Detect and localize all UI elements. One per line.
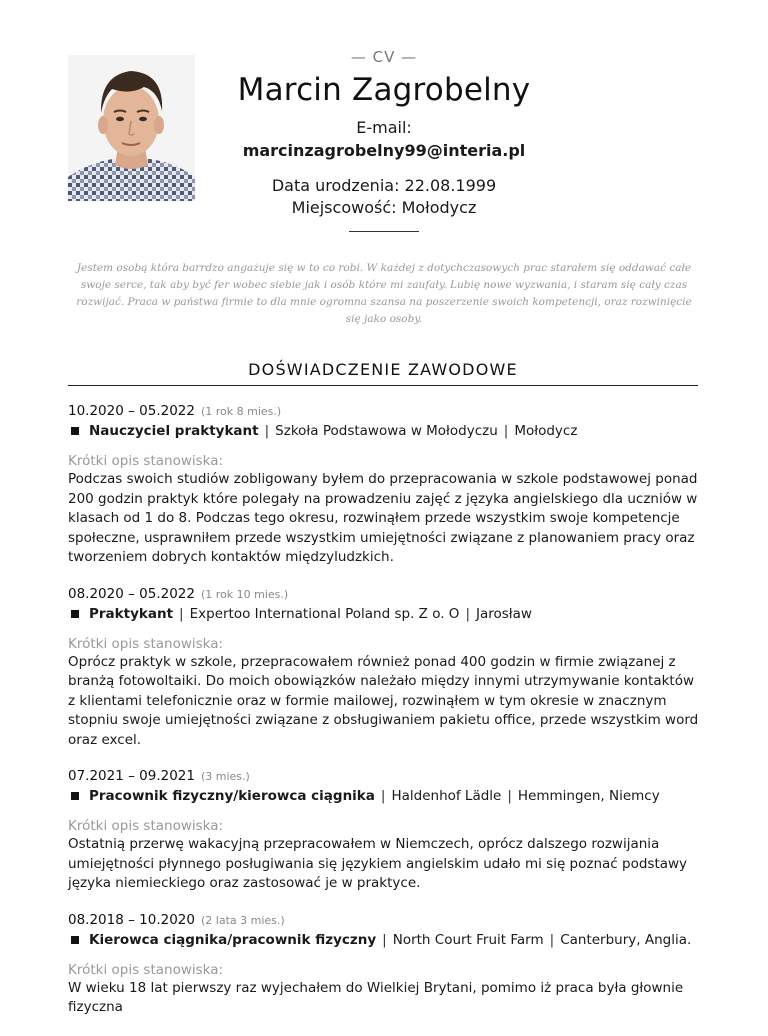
- job-description: Podczas swoich studiów zobligowany byłem do przepracowania w szkole podstawowej ponad 200 godzin praktyk które polegały na prowadzeniu zajęć z języka angielskiego dla uczniów w klasach od 1 do 8. Podczas tego okresu, rozwinąłem przede wszystkim swoje kompetencje społeczne, usprawniłem przede wszystkim umiejętności związane z planowaniem pracy oraz tworzeniem dobrych kontaktów międzyludzkich.: [68, 471, 698, 565]
- job-entry: [68, 403, 700, 568]
- job-dates-row: [68, 403, 700, 419]
- job-company: Expertoo International Poland sp. Z o. O: [189, 605, 460, 622]
- job-duration: (3 mies.): [200, 770, 250, 783]
- portrait-image: [68, 55, 195, 201]
- job-duration: (1 rok 8 mies.): [200, 405, 282, 418]
- email-label: E-mail:: [356, 118, 412, 137]
- cv-mark: — CV —: [350, 48, 418, 66]
- job-dates-row: [68, 586, 700, 602]
- job-location: Jarosław: [476, 605, 532, 622]
- job-entry: [68, 586, 700, 751]
- separator: |: [549, 931, 555, 948]
- job-location: Mołodycz: [514, 423, 578, 439]
- job-position: Pracownik fizyczny/kierowca ciągnika: [89, 788, 375, 804]
- job-dates: 08.2020 – 05.2022: [68, 585, 195, 602]
- job-entry: [68, 912, 700, 1018]
- section-title-experience: DOŚWIADCZENIE ZAWODOWE: [248, 360, 518, 379]
- job-position: Kierowca ciągnika/pracownik fizyczny: [89, 931, 377, 948]
- square-bullet-icon: [71, 427, 79, 435]
- job-description: W wieku 18 lat pierwszy raz wyjechałem do Wielkiej Brytani, pomimo iż praca była głownie fizyczna: [68, 979, 684, 1015]
- separator: |: [503, 423, 509, 439]
- section-divider: [68, 385, 698, 386]
- job-position: Praktykant: [89, 605, 174, 622]
- experience-list: [68, 403, 700, 1036]
- square-bullet-icon: [71, 610, 79, 618]
- job-title-row: [68, 788, 700, 804]
- header: [200, 48, 568, 232]
- job-location: Hemmingen, Niemcy: [517, 788, 660, 804]
- square-bullet-icon: [71, 792, 79, 800]
- job-duration: (2 lata 3 mies.): [200, 913, 285, 927]
- separator: |: [179, 605, 184, 622]
- job-dates-row: [68, 768, 700, 784]
- job-title-row: [68, 932, 700, 948]
- separator: |: [382, 931, 387, 948]
- job-duration: (1 rok 10 mies.): [200, 587, 289, 601]
- job-dates: 07.2021 – 09.2021: [68, 768, 195, 784]
- job-description: Oprócz praktyk w szkole, przepracowałem również ponad 400 godzin w firmie związanej z branżą fotowoltaiki. Do moich obowiązków należało między innymi utrzymywanie kontaktów z klientami telefonicznie oraz w formie mailowej, rozwinąłem w tym okresie w znacznym stopniu swoje umiejętności związane z obsługiwaniem pakietu office, przede wszystkim word oraz excel.: [68, 653, 699, 748]
- job-company: Haldenhof Lädle: [391, 788, 502, 804]
- job-desc-label: Krótki opis stanowiska:: [68, 961, 224, 978]
- job-desc-label: Krótki opis stanowiska:: [68, 635, 224, 652]
- job-desc-label: Krótki opis stanowiska:: [68, 453, 224, 469]
- job-dates: 10.2020 – 05.2022: [68, 403, 195, 419]
- job-company: Szkoła Podstawowa w Mołodyczu: [275, 423, 498, 439]
- job-position: Nauczyciel praktykant: [89, 423, 259, 439]
- job-description: Ostatnią przerwę wakacyjną przepracowałem w Niemczech, oprócz dalszego rozwijania umiejętności płynnego posługiwania się językiem angielskim udało mi się poznać podstawy języka niemieckiego oraz zastosować je w praktyce.: [68, 836, 688, 891]
- profile-photo: [68, 55, 195, 201]
- job-dates-row: [68, 912, 700, 928]
- email-address[interactable]: marcinzagrobelny99@interia.pl: [242, 141, 526, 160]
- place-of-residence: Miejscowość: Mołodycz: [291, 198, 477, 217]
- birth-date: Data urodzenia: 22.08.1999: [271, 176, 497, 195]
- personal-summary: Jestem osobą która barrdzo angażuje się w to co robi. W każdej z dotychczasowych prac starałem się oddawać całe swoje serce, tak aby być fer wobec siebie jak i osób które mi zaufały. Lubię nowe wyzwania, i staram się cały czas rozwijać. Praca w państwa firmie to dla mnie ogromna szansa na poszerzenie swoich kompetencji, oraz rozwinięcie się jako osoby.: [76, 262, 692, 325]
- job-title-row: [68, 606, 700, 622]
- separator: |: [264, 423, 270, 439]
- job-desc-label: Krótki opis stanowiska:: [68, 818, 224, 834]
- separator: |: [465, 605, 470, 622]
- square-bullet-icon: [71, 936, 79, 944]
- job-company: North Court Fruit Farm: [392, 931, 544, 948]
- job-dates: 08.2018 – 10.2020: [68, 911, 195, 928]
- candidate-name: Marcin Zagrobelny: [237, 72, 531, 108]
- job-title-row: [68, 423, 700, 439]
- separator: |: [380, 788, 386, 804]
- header-divider: [349, 231, 419, 232]
- separator: |: [507, 788, 512, 804]
- job-location: Canterbury, Anglia.: [560, 931, 692, 948]
- job-entry: [68, 768, 700, 894]
